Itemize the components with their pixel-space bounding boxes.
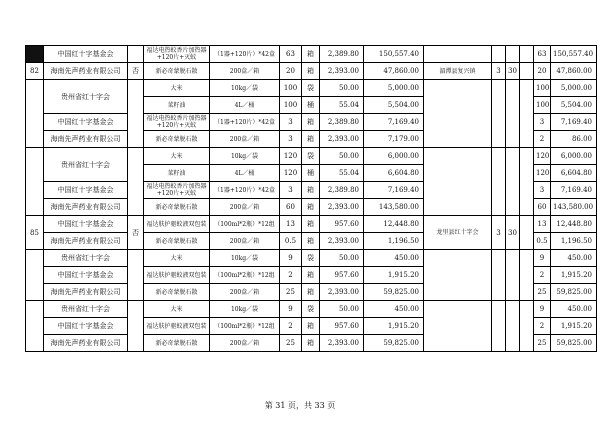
cell-blank xyxy=(520,46,534,63)
cell-price: 2,393.00 xyxy=(320,233,364,250)
cell-recv: 湄潭县复兴镇 xyxy=(424,63,492,80)
cell-ramount: 450.00 xyxy=(551,301,597,318)
cell-spec: 4L／桶 xyxy=(210,165,280,182)
cell-donor: 贵州省红十字会 xyxy=(44,148,128,182)
cell-blank xyxy=(520,148,534,216)
cell-blank xyxy=(520,80,534,148)
cell-donor: 贵州省红十字会 xyxy=(44,80,128,114)
cell-qty: 100 xyxy=(280,80,302,97)
cell-c1: 3 xyxy=(492,216,506,250)
cell-unit: 箱 xyxy=(302,199,320,216)
cell-spec: 10kg／袋 xyxy=(210,301,280,318)
cell-recv xyxy=(424,148,492,216)
cell-c1: 3 xyxy=(492,63,506,80)
cell-no xyxy=(26,46,44,63)
cell-qty: 25 xyxy=(280,335,302,352)
cell-rqty: 60 xyxy=(534,199,551,216)
cell-donor: 贵州省红十字会 xyxy=(44,250,128,267)
cell-amount: 1,915.20 xyxy=(364,267,424,284)
cell-recv xyxy=(424,250,492,301)
cell-qty: 13 xyxy=(280,216,302,233)
cell-spec: 10kg／袋 xyxy=(210,148,280,165)
cell-ramount: 47,860.00 xyxy=(551,63,597,80)
cell-c1 xyxy=(492,148,506,216)
cell-goods: 福达肤护驱蚊液双包装 xyxy=(144,318,210,335)
cell-price: 50.00 xyxy=(320,250,364,267)
cell-unit: 箱 xyxy=(302,318,320,335)
cell-donor: 中国红十字基金会 xyxy=(44,114,128,131)
cell-no: 82 xyxy=(26,63,44,80)
cell-donor: 海南先声药业有限公司 xyxy=(44,335,128,352)
cell-rqty: 120 xyxy=(534,165,551,182)
cell-spec: （1器+120片）*42盒 xyxy=(210,114,280,131)
cell-unit: 桶 xyxy=(302,97,320,114)
cell-price: 2,389.80 xyxy=(320,114,364,131)
cell-recv xyxy=(424,80,492,148)
cell-c2 xyxy=(506,80,520,148)
cell-unit: 袋 xyxy=(302,250,320,267)
cell-goods: 大米 xyxy=(144,148,210,165)
cell-goods: 新必奇蒙脱石散 xyxy=(144,335,210,352)
cell-rqty: 120 xyxy=(534,148,551,165)
cell-blank xyxy=(520,250,534,301)
cell-spec: 10kg／袋 xyxy=(210,80,280,97)
cell-amount: 450.00 xyxy=(364,301,424,318)
cell-amount: 12,448.80 xyxy=(364,216,424,233)
cell-ramount: 1,196.50 xyxy=(551,233,597,250)
cell-spec: （1器+120片）*42盒 xyxy=(210,46,280,63)
cell-ramount: 450.00 xyxy=(551,250,597,267)
cell-donor: 海南先声药业有限公司 xyxy=(44,131,128,148)
cell-amount: 47,860.00 xyxy=(364,63,424,80)
cell-goods: 菜籽油 xyxy=(144,165,210,182)
cell-price: 50.00 xyxy=(320,301,364,318)
cell-flag xyxy=(128,250,144,301)
cell-no xyxy=(26,80,44,148)
cell-flag: 否 xyxy=(128,216,144,250)
cell-amount: 1,196.50 xyxy=(364,233,424,250)
cell-ramount: 150,557.40 xyxy=(551,46,597,63)
cell-unit: 箱 xyxy=(302,131,320,148)
cell-qty: 2 xyxy=(280,318,302,335)
table-row xyxy=(26,216,597,233)
cell-rqty: 63 xyxy=(534,46,551,63)
cell-ramount: 59,825.00 xyxy=(551,284,597,301)
cell-rqty: 25 xyxy=(534,335,551,352)
cell-c1 xyxy=(492,250,506,301)
cell-c1 xyxy=(492,80,506,148)
cell-donor: 贵州省红十字会 xyxy=(44,301,128,318)
cell-c1 xyxy=(492,46,506,63)
cell-qty: 9 xyxy=(280,250,302,267)
cell-qty: 3 xyxy=(280,182,302,199)
cell-qty: 9 xyxy=(280,301,302,318)
cell-goods: 新必奇蒙脱石散 xyxy=(144,199,210,216)
cell-spec: 10kg／袋 xyxy=(210,250,280,267)
cell-blank xyxy=(520,216,534,250)
cell-ramount: 6,604.80 xyxy=(551,165,597,182)
cell-unit: 箱 xyxy=(302,233,320,250)
table-row xyxy=(26,80,597,97)
cell-price: 957.60 xyxy=(320,318,364,335)
cell-donor: 海南先声药业有限公司 xyxy=(44,199,128,216)
cell-qty: 63 xyxy=(280,46,302,63)
cell-no: 85 xyxy=(26,216,44,250)
cell-unit: 箱 xyxy=(302,267,320,284)
table-row xyxy=(26,250,597,267)
cell-rqty: 0.5 xyxy=(534,233,551,250)
table-row xyxy=(26,148,597,165)
cell-recv xyxy=(424,301,492,352)
cell-c2 xyxy=(506,301,520,352)
cell-no xyxy=(26,148,44,216)
cell-goods: 大米 xyxy=(144,250,210,267)
table-row xyxy=(26,63,597,80)
cell-c2 xyxy=(506,250,520,301)
cell-rqty: 2 xyxy=(534,318,551,335)
cell-price: 957.60 xyxy=(320,216,364,233)
cell-price: 957.60 xyxy=(320,267,364,284)
cell-amount: 59,825.00 xyxy=(364,335,424,352)
cell-price: 2,393.00 xyxy=(320,335,364,352)
cell-flag: 否 xyxy=(128,63,144,80)
cell-price: 2,389.80 xyxy=(320,182,364,199)
cell-blank xyxy=(520,63,534,80)
cell-unit: 箱 xyxy=(302,182,320,199)
cell-goods: 新必奇蒙脱石散 xyxy=(144,284,210,301)
cell-donor: 海南先声药业有限公司 xyxy=(44,233,128,250)
cell-unit: 箱 xyxy=(302,284,320,301)
cell-amount: 7,179.00 xyxy=(364,131,424,148)
cell-goods: 福达肤护驱蚊液双包装 xyxy=(144,216,210,233)
cell-no xyxy=(26,250,44,301)
cell-rqty: 100 xyxy=(534,80,551,97)
cell-ramount: 1,915.20 xyxy=(551,318,597,335)
cell-donor: 中国红十字基金会 xyxy=(44,318,128,335)
cell-amount: 150,557.40 xyxy=(364,46,424,63)
cell-unit: 袋 xyxy=(302,301,320,318)
cell-ramount: 1,915.20 xyxy=(551,267,597,284)
cell-spec: 200盒／箱 xyxy=(210,199,280,216)
cell-donor: 中国红十字基金会 xyxy=(44,182,128,199)
cell-amount: 6,604.80 xyxy=(364,165,424,182)
cell-rqty: 9 xyxy=(534,301,551,318)
cell-spec: 200盒／箱 xyxy=(210,63,280,80)
cell-spec: 200盒／箱 xyxy=(210,284,280,301)
cell-donor: 中国红十字基金会 xyxy=(44,267,128,284)
cell-ramount: 6,000.00 xyxy=(551,148,597,165)
cell-rqty: 2 xyxy=(534,267,551,284)
cell-unit: 箱 xyxy=(302,63,320,80)
cell-c1 xyxy=(492,301,506,352)
cell-rqty: 25 xyxy=(534,284,551,301)
cell-rqty: 100 xyxy=(534,97,551,114)
cell-c2 xyxy=(506,148,520,216)
cell-amount: 5,504.00 xyxy=(364,97,424,114)
cell-no xyxy=(26,301,44,352)
cell-ramount: 59,825.00 xyxy=(551,335,597,352)
cell-goods: 新必奇蒙脱石散 xyxy=(144,131,210,148)
cell-ramount: 7,169.40 xyxy=(551,182,597,199)
cell-ramount: 143,580.00 xyxy=(551,199,597,216)
table-row xyxy=(26,46,597,63)
cell-donor: 海南先声药业有限公司 xyxy=(44,63,128,80)
cell-amount: 1,915.20 xyxy=(364,318,424,335)
cell-donor: 中国红十字基金会 xyxy=(44,46,128,63)
page-footer: 第 31 页，共 33 页 xyxy=(264,401,336,410)
cell-unit: 箱 xyxy=(302,114,320,131)
cell-qty: 60 xyxy=(280,199,302,216)
cell-spec: （100ml*2瓶）*12组 xyxy=(210,267,280,284)
cell-donor: 中国红十字基金会 xyxy=(44,216,128,233)
cell-rqty: 20 xyxy=(534,63,551,80)
cell-spec: （100ml*2瓶）*12组 xyxy=(210,216,280,233)
cell-recv: 龙里县红十字会 xyxy=(424,216,492,250)
cell-spec: 200盒／箱 xyxy=(210,335,280,352)
cell-flag xyxy=(128,148,144,216)
cell-qty: 20 xyxy=(280,63,302,80)
cell-rqty: 9 xyxy=(534,250,551,267)
cell-price: 2,393.00 xyxy=(320,131,364,148)
cell-rqty: 3 xyxy=(534,182,551,199)
cell-spec: 4L／桶 xyxy=(210,97,280,114)
cell-unit: 桶 xyxy=(302,165,320,182)
cell-donor: 海南先声药业有限公司 xyxy=(44,284,128,301)
cell-price: 2,393.00 xyxy=(320,199,364,216)
cell-blank xyxy=(520,301,534,352)
cell-price: 50.00 xyxy=(320,80,364,97)
cell-ramount: 7,169.40 xyxy=(551,114,597,131)
cell-spec: （1器+120片）*42盒 xyxy=(210,182,280,199)
cell-goods: 菜籽油 xyxy=(144,97,210,114)
cell-unit: 箱 xyxy=(302,216,320,233)
cell-c2 xyxy=(506,46,520,63)
cell-goods: 福达电热蚊香片加热器+120片+灭蚊 xyxy=(144,46,210,63)
cell-goods: 福达肤护驱蚊液双包装 xyxy=(144,267,210,284)
cell-qty: 120 xyxy=(280,165,302,182)
cell-price: 2,393.00 xyxy=(320,63,364,80)
cell-goods: 新必奇蒙脱石散 xyxy=(144,63,210,80)
cell-c2: 30 xyxy=(506,63,520,80)
cell-amount: 6,000.00 xyxy=(364,148,424,165)
cell-amount: 7,169.40 xyxy=(364,182,424,199)
cell-flag xyxy=(128,46,144,63)
cell-price: 55.04 xyxy=(320,97,364,114)
cell-amount: 5,000.00 xyxy=(364,80,424,97)
cell-c2: 30 xyxy=(506,216,520,250)
cell-qty: 0.5 xyxy=(280,233,302,250)
cell-price: 55.04 xyxy=(320,165,364,182)
cell-goods: 大米 xyxy=(144,80,210,97)
cell-unit: 箱 xyxy=(302,46,320,63)
cell-ramount: 5,504.00 xyxy=(551,97,597,114)
cell-price: 50.00 xyxy=(320,148,364,165)
cell-spec: 200盒／箱 xyxy=(210,131,280,148)
cell-unit: 箱 xyxy=(302,335,320,352)
cell-amount: 143,580.00 xyxy=(364,199,424,216)
cell-qty: 25 xyxy=(280,284,302,301)
cell-flag xyxy=(128,301,144,352)
cell-qty: 3 xyxy=(280,114,302,131)
cell-goods: 大米 xyxy=(144,301,210,318)
cell-flag xyxy=(128,80,144,148)
cell-price: 2,389.80 xyxy=(320,46,364,63)
cell-amount: 59,825.00 xyxy=(364,284,424,301)
cell-goods: 福达电热蚊香片加热器+120片+灭蚊 xyxy=(144,182,210,199)
cell-qty: 100 xyxy=(280,97,302,114)
cell-recv xyxy=(424,46,492,63)
cell-spec: 200盒／箱 xyxy=(210,233,280,250)
cell-rqty: 3 xyxy=(534,114,551,131)
cell-goods: 新必奇蒙脱石散 xyxy=(144,233,210,250)
cell-unit: 袋 xyxy=(302,148,320,165)
cell-rqty: 13 xyxy=(534,216,551,233)
cell-price: 2,393.00 xyxy=(320,284,364,301)
cell-amount: 450.00 xyxy=(364,250,424,267)
cell-qty: 120 xyxy=(280,148,302,165)
cell-ramount: 5,000.00 xyxy=(551,80,597,97)
cell-spec: （100ml*2瓶）*12组 xyxy=(210,318,280,335)
cell-rqty: 2 xyxy=(534,131,551,148)
cell-qty: 2 xyxy=(280,267,302,284)
cell-unit: 袋 xyxy=(302,80,320,97)
table-row xyxy=(26,301,597,318)
cell-amount: 7,169.40 xyxy=(364,114,424,131)
cell-qty: 3 xyxy=(280,131,302,148)
cell-goods: 福达电热蚊香片加热器+120片+灭蚊 xyxy=(144,114,210,131)
donation-table xyxy=(25,45,597,352)
cell-ramount: 86.00 xyxy=(551,131,597,148)
cell-ramount: 12,448.80 xyxy=(551,216,597,233)
